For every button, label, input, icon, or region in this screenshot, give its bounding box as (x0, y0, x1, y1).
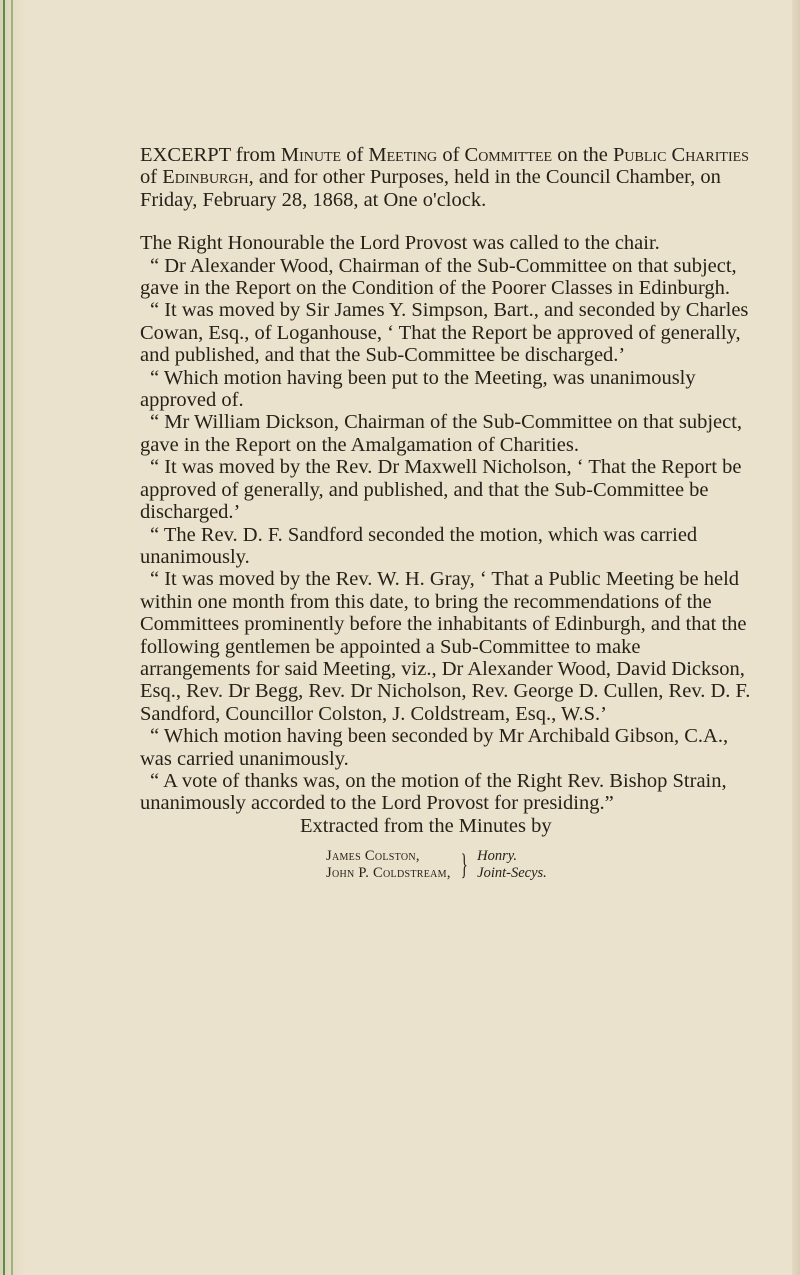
paragraph: “ Mr William Dickson, Chairman of the Sub-Committee on that subject, gave in the Report on the Amalgamation of Charities. (140, 411, 743, 456)
signatory-name: James Colston, (326, 848, 420, 865)
heading-meeting: Meeting (368, 144, 438, 166)
paragraph: “ Dr Alexander Wood, Chairman of the Sub-Committee on that subject, gave in the Report on the Condition of the Poorer Classes in Edinburgh. (140, 254, 737, 300)
paragraph: “ A vote of thanks was, on the motion of the Right Rev. Bishop Strain, unanimously accorded to the Lord Provost for presiding.” (140, 769, 727, 815)
signatory-name: John P. Coldstream, (326, 865, 451, 882)
heading-edinburgh: Edinburgh (162, 166, 249, 189)
heading-public-charities: Public Charities (613, 144, 749, 166)
paragraph: “ Which motion having been put to the Meeting, was unanimously approved of. (140, 366, 696, 412)
paragraph: “ It was moved by the Rev. W. H. Gray, ‘ That a Public Meeting be held within one month from this date, to bring the recommendations of the Committees prominently before the inhabitants of Edinburgh, and that the following gentlemen be appointed a Sub-Committee to make arrangements for said Meeting, viz., Dr Alexander Wood, David Dickson, Esq., Rev. Dr Begg, Rev. Dr Nicholson, Rev. George D. Cullen, Rev. D. F. Sandford, Councillor Colston, J. Coldstream, Esq., W.S.’ (140, 568, 751, 725)
heading-of: of (341, 144, 369, 166)
heading-rest: , and for other Purposes, held in the Council Chamber, on Friday, February 28, 1868, at One o'clock. (140, 166, 721, 211)
signature-block (326, 848, 755, 882)
signatory-titles (477, 848, 547, 882)
binding-edge (0, 0, 26, 1275)
paragraph: “ It was moved by the Rev. Dr Maxwell Nicholson, ‘ That the Report be approved of generally, and published, and that the Sub-Committee be discharged.’ (140, 456, 742, 524)
page-edge (792, 0, 800, 1275)
paragraph: The Right Honourable the Lord Provost was called to the chair. (140, 232, 660, 255)
paragraph: “ The Rev. D. F. Sandford seconded the motion, which was carried unanimously. (140, 523, 698, 568)
signatory-title: Joint-Secys. (477, 865, 547, 882)
paragraph: “ It was moved by Sir James Y. Simpson, Bart., and seconded by Charles Cowan, Esq., of Loganhouse, ‘ That the Report be approved of generally, and published, and that the Sub-Committee be discharged.’ (140, 299, 749, 367)
extracted-line: Extracted from the Minutes by (300, 814, 552, 837)
heading-minute: Minute (280, 144, 342, 166)
signatory-names (326, 848, 451, 882)
signatory-title: Honry. (477, 848, 518, 865)
document-heading (140, 144, 755, 211)
heading-on-the: on the (552, 144, 613, 166)
paragraph: “ Which motion having been seconded by Mr Archibald Gibson, C.A., was carried unanimously. (140, 725, 729, 770)
document-page (140, 144, 755, 882)
heading-committee: Committee (464, 144, 553, 166)
heading-of: of (437, 144, 465, 166)
heading-lead: EXCERPT from (140, 144, 281, 166)
heading-of: of (140, 166, 163, 189)
brace-glyph: } (460, 848, 468, 882)
